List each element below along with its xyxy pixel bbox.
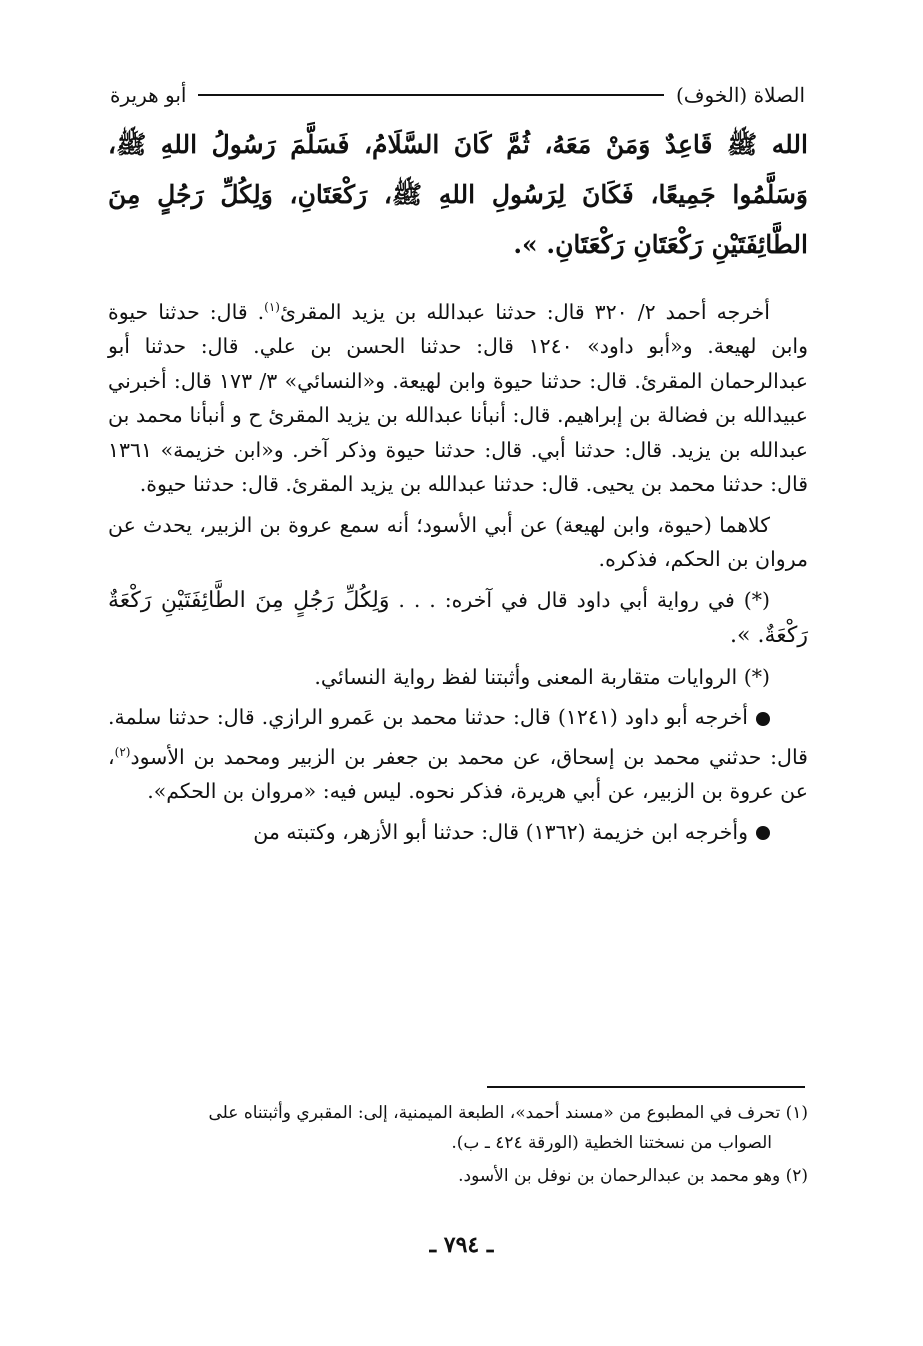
bullet-icon — [756, 712, 770, 726]
abu-dawud-note: (*) في رواية أبي داود قال في آخره: . . . — [398, 587, 770, 612]
takhrij-1-text: أخرجه أحمد ٢/ ٣٢٠ قال: حدثنا عبدالله بن يزيد المقرئ — [279, 299, 770, 324]
takhrij-5-rest: ، عن عروة بن الزبير، عن أبي هريرة، فذكر نحوه. ليس فيه: «مروان بن الحكم». — [108, 744, 808, 804]
footnote-marker-1: (١) — [264, 300, 280, 314]
footnote-1-line-1: (١) تحرف في المطبوع من «مسند أحمد»، الطبعة الميمنية، إلى: المقبري وأثبتناه على — [208, 1103, 808, 1123]
page-number: ـ ٧٩٤ ـ — [429, 1232, 494, 1258]
running-header — [110, 80, 805, 110]
takhrij-paragraph-1 — [108, 290, 808, 502]
header-narrator-title: أبو هريرة — [110, 83, 187, 107]
takhrij-paragraph-6 — [108, 815, 808, 850]
body-text — [108, 120, 808, 855]
takhrij-6-text: وأخرجه ابن خزيمة (١٣٦٢) قال: حدثنا أبو الأزهر، وكتبته من — [253, 819, 748, 844]
abu-dawud-quote: وَلِكُلِّ رَجُلٍ مِنَ الطَّائِفَتَيْنِ رَكْعَةٌ رَكْعَةٌ. ». — [108, 587, 808, 649]
footnotes — [108, 1098, 808, 1194]
header-chapter-title: الصلاة (الخوف) — [676, 83, 805, 107]
takhrij-5-text: أخرجه أبو داود (١٢٤١) قال: حدثنا محمد بن عَمرو الرازي. قال: حدثنا سلمة. قال: حدثني محمد بن إسحاق، عن محمد بن جعفر بن الزبير ومحمد بن الأسود — [108, 705, 808, 769]
footnote-marker-2: (٢) — [114, 744, 131, 759]
footnote-separator — [487, 1086, 805, 1088]
takhrij-paragraph-2: كلاهما (حيوة، وابن لهيعة) عن أبي الأسود؛ أنه سمع عروة بن الزبير، يحدث عن مروان بن الحكم، فذكره. — [108, 512, 808, 572]
takhrij-1-rest: . قال: حدثنا حيوة وابن لهيعة. و«أبو داود» ١٢٤٠ قال: حدثنا الحسن بن علي. قال: حدثنا أبو عبدالرحمان المقرئ. قال: حدثنا حيوة وابن لهيعة. و«النسائي» ٣/ ١٧٣ قال: أخبرني عبيدالله بن فضالة بن إبراهيم. قال: أنبأنا عبدالله بن يزيد المقرئ ح و أنبأنا محمد بن عبدالله بن يزيد. قال: حدثنا أبي. قال: حدثنا حيوة وذكر آخر. و«ابن خزيمة» ١٣٦١ قال: حدثنا محمد بن يحيى. قال: حدثنا عبدالله بن يزيد المقرئ. قال: حدثنا حيوة. — [108, 299, 808, 497]
takhrij-paragraph-5 — [108, 700, 808, 808]
takhrij-paragraph-4: (*) الروايات متقاربة المعنى وأثبتنا لفظ رواية النسائي. — [314, 664, 770, 689]
header-rule — [198, 94, 664, 96]
takhrij-paragraph-3 — [108, 583, 808, 654]
footnote-1-line-2: الصواب من نسختنا الخطية (الورقة ٤٢٤ ـ ب). — [451, 1133, 772, 1153]
hadith-text: الله ﷺ قَاعِدٌ وَمَنْ مَعَهُ، ثُمَّ كَانَ السَّلَامُ، فَسَلَّمَ رَسُولُ اللهِ ﷺ، وَسَلَّمُوا جَمِيعًا، فَكَانَ لِرَسُولِ اللهِ ﷺ، رَكْعَتَانِ، وَلِكُلِّ رَجُلٍ مِنَ الطَّائِفَتَيْنِ رَكْعَتَانِ رَكْعَتَانِ. ». — [108, 130, 808, 259]
bullet-icon — [756, 826, 770, 840]
footnote-1 — [108, 1098, 808, 1158]
footnote-2: (٢) وهو محمد بن عبدالرحمان بن نوفل بن الأسود. — [458, 1166, 808, 1186]
